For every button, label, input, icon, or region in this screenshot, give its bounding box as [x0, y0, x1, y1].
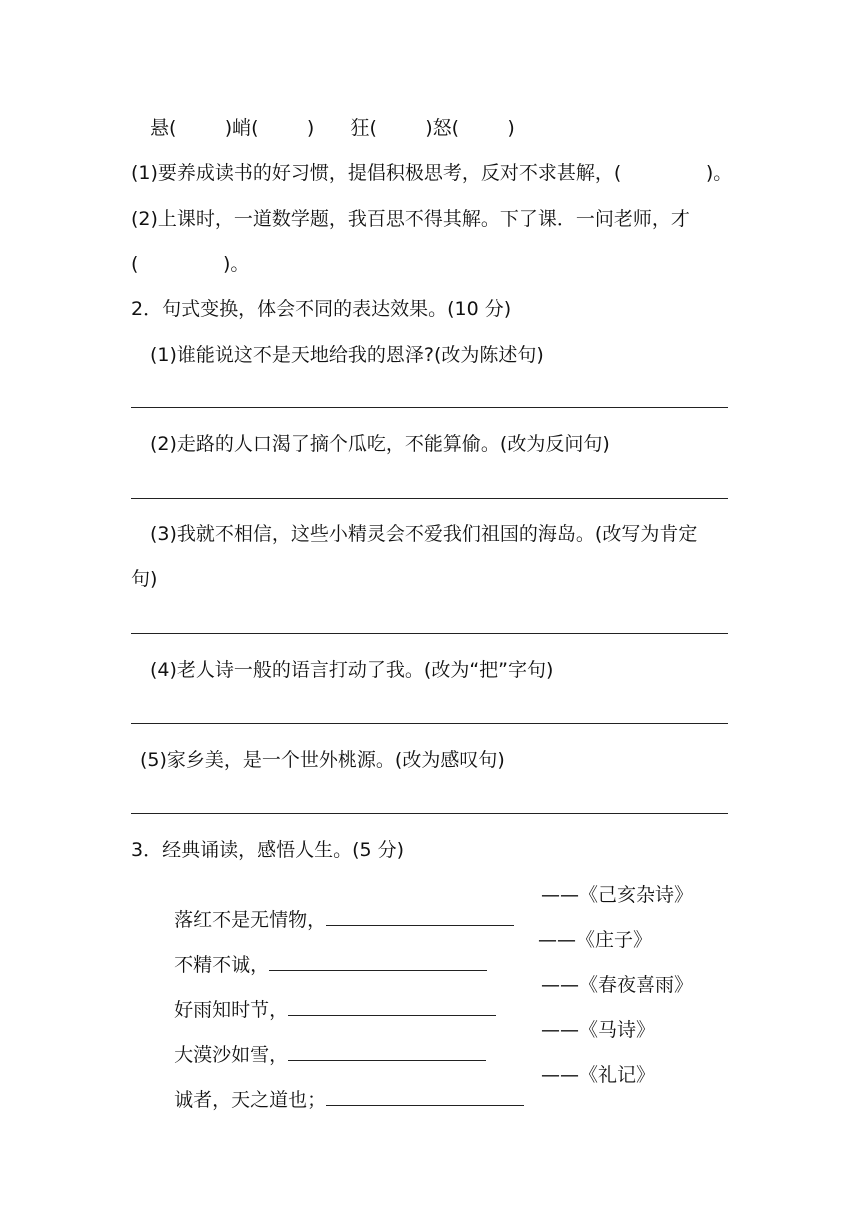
question-1-line: (1)要养成读书的好习惯，提倡积极思考，反对不求甚解，( )。	[131, 162, 733, 184]
answer-line-4[interactable]	[131, 723, 728, 724]
section-2-heading: 2．句式变换，体会不同的表达效果。(10 分)	[131, 298, 512, 320]
poem-source: ——《春夜喜雨》	[541, 974, 694, 996]
poem-answer-blank[interactable]	[326, 1087, 524, 1106]
poem-prompt: 诚者，天之道也；	[174, 1089, 327, 1111]
answer-line-5[interactable]	[131, 813, 728, 814]
word-blanks-line: 悬( )峭( ) 狂( )怒( )	[150, 117, 515, 139]
poem-answer-blank[interactable]	[269, 952, 487, 971]
poem-row	[150, 1063, 524, 1136]
rewrite-item-3: (3)我就不相信，这些小精灵会不爱我们祖国的海岛。(改写为肯定	[150, 523, 698, 545]
rewrite-item-3-continued: 句)	[131, 568, 158, 590]
rewrite-item-5: (5)家乡美，是一个世外桃源。(改为感叹句)	[140, 749, 505, 771]
poem-source: ——《己亥杂诗》	[541, 884, 694, 906]
question-2-line: (2)上课时，一道数学题，我百思不得其解。下了课．一问老师，才	[131, 208, 690, 230]
section-3-heading: 3．经典诵读，感悟人生。(5 分)	[131, 839, 405, 861]
poem-source: ——《礼记》	[541, 1064, 656, 1086]
poem-source: ——《庄子》	[538, 929, 653, 951]
question-2-answer-line: ( )。	[131, 253, 250, 275]
poem-prompt: 不精不诚，	[174, 954, 270, 976]
poem-answer-blank[interactable]	[326, 907, 514, 926]
poem-source: ——《马诗》	[541, 1019, 656, 1041]
answer-line-2[interactable]	[131, 498, 728, 499]
poem-answer-blank[interactable]	[288, 1042, 486, 1061]
rewrite-item-4: (4)老人诗一般的语言打动了我。(改为“把”字句)	[150, 659, 554, 681]
rewrite-item-2: (2)走路的人口渴了摘个瓜吃，不能算偷。(改为反问句)	[150, 433, 610, 455]
poem-answer-blank[interactable]	[288, 997, 496, 1016]
answer-line-3[interactable]	[131, 633, 728, 634]
poem-prompt: 大漠沙如雪，	[174, 1044, 289, 1066]
poem-prompt: 落红不是无情物，	[174, 909, 327, 931]
poem-prompt: 好雨知时节，	[174, 999, 289, 1021]
answer-line-1[interactable]	[131, 407, 728, 408]
rewrite-item-1: (1)谁能说这不是天地给我的恩泽?(改为陈述句)	[150, 344, 544, 366]
